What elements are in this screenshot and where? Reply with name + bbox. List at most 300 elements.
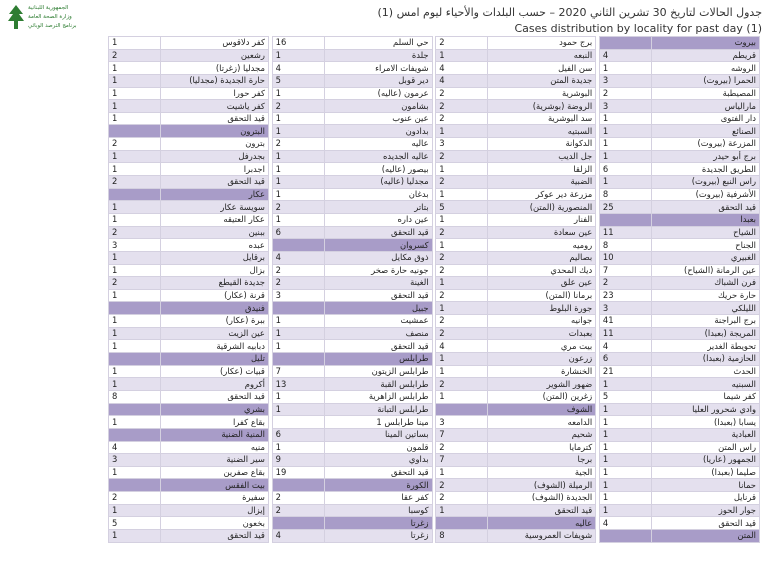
locality-name: المنصورية (المتن) — [488, 201, 596, 214]
locality-name: بقاع صفرين — [161, 466, 269, 479]
case-count: 1 — [109, 62, 161, 75]
table-row — [109, 327, 760, 340]
case-count: 16 — [272, 37, 324, 50]
table-row — [109, 176, 760, 189]
case-count: 2 — [436, 100, 488, 113]
locality-name: راس المتن — [651, 441, 759, 454]
title-english: Cases distribution by locality for past day (1) — [514, 22, 762, 35]
case-count — [109, 403, 161, 416]
locality-name: الجديدة (الشوف) — [488, 492, 596, 505]
case-count: 6 — [599, 353, 651, 366]
locality-name: الغبيري — [651, 251, 759, 264]
table-row — [109, 264, 760, 277]
region-header: المتن — [651, 529, 759, 542]
locality-name: جديدة المتن — [488, 74, 596, 87]
table-row — [109, 390, 760, 403]
locality-name: قيد التحقق — [161, 390, 269, 403]
locality-name: شحيم — [488, 428, 596, 441]
table-row — [109, 403, 760, 416]
case-count: 4 — [436, 74, 488, 87]
table-row — [109, 378, 760, 391]
locality-name: قرنايل — [651, 492, 759, 505]
table-row — [109, 302, 760, 315]
locality-name: كفر شيما — [651, 390, 759, 403]
locality-name: عين الزيت — [161, 327, 269, 340]
case-count: 1 — [599, 112, 651, 125]
locality-name: أكروم — [161, 378, 269, 391]
region-header: عكار — [161, 188, 269, 201]
case-count: 3 — [109, 239, 161, 252]
locality-name: منصف — [324, 327, 432, 340]
case-count: 1 — [109, 327, 161, 340]
table-row — [109, 504, 760, 517]
region-header: عاليه — [488, 517, 596, 530]
case-count: 10 — [599, 251, 651, 264]
locality-name: قيد التحقق — [488, 504, 596, 517]
case-count: 1 — [272, 87, 324, 100]
case-count: 1 — [436, 353, 488, 366]
locality-name: بجدرفل — [161, 150, 269, 163]
case-count: 1 — [272, 403, 324, 416]
locality-name: كفر دلاقوس — [161, 37, 269, 50]
locality-name: دير قوبل — [324, 74, 432, 87]
case-count: 1 — [272, 441, 324, 454]
case-count: 1 — [272, 188, 324, 201]
case-count — [109, 188, 161, 201]
case-count — [272, 416, 324, 429]
locality-name: المزرعة (بيروت) — [651, 138, 759, 151]
locality-name: قيد التحقق — [161, 112, 269, 125]
case-count: 6 — [272, 428, 324, 441]
case-count: 3 — [436, 416, 488, 429]
case-count: 4 — [272, 251, 324, 264]
case-count: 1 — [436, 504, 488, 517]
case-count: 1 — [599, 150, 651, 163]
region-header: كسروان — [324, 239, 432, 252]
table-row — [109, 315, 760, 328]
table-row — [109, 100, 760, 113]
table-row — [109, 353, 760, 366]
case-count: 4 — [109, 441, 161, 454]
locality-name: عين داره — [324, 213, 432, 226]
case-count: 2 — [272, 138, 324, 151]
case-count: 3 — [436, 138, 488, 151]
locality-name: الفنار — [488, 213, 596, 226]
case-count: 2 — [436, 378, 488, 391]
case-count: 1 — [272, 315, 324, 328]
locality-name: بدادون — [324, 125, 432, 138]
table-row — [109, 87, 760, 100]
locality-name: قبيات (عكار) — [161, 365, 269, 378]
table-row — [109, 365, 760, 378]
region-header: تليل — [161, 353, 269, 366]
locality-name: دبابيه الشرقية — [161, 340, 269, 353]
case-count: 1 — [436, 365, 488, 378]
locality-name: فرن الشباك — [651, 277, 759, 290]
case-count: 13 — [272, 378, 324, 391]
locality-name: عاليه — [324, 138, 432, 151]
case-count: 1 — [599, 441, 651, 454]
locality-name: دار الفتوى — [651, 112, 759, 125]
locality-name: عين عنوب — [324, 112, 432, 125]
locality-name: المصيطبة — [651, 87, 759, 100]
case-count: 5 — [272, 74, 324, 87]
case-count: 2 — [436, 315, 488, 328]
locality-name: منيه — [161, 441, 269, 454]
locality-name: مينا طرابلس 1 — [324, 416, 432, 429]
locality-name: ديك المحدي — [488, 264, 596, 277]
locality-name: رشعين — [161, 49, 269, 62]
case-count: 7 — [599, 264, 651, 277]
locality-name: عرمون (عاليه) — [324, 87, 432, 100]
table-row — [109, 163, 760, 176]
locality-name: بداوي — [324, 454, 432, 467]
locality-name: برج أبو حيدر — [651, 150, 759, 163]
case-count — [436, 403, 488, 416]
region-header: بشري — [161, 403, 269, 416]
locality-name: قيد التحقق — [651, 517, 759, 530]
case-count: 2 — [272, 492, 324, 505]
locality-name: حي السلم — [324, 37, 432, 50]
case-count: 2 — [272, 100, 324, 113]
table-row — [109, 492, 760, 505]
logo-line-2: وزارة الصحة العامة — [28, 14, 72, 20]
locality-name: بخعون — [161, 517, 269, 530]
case-count: 1 — [599, 466, 651, 479]
case-count: 2 — [599, 87, 651, 100]
region-header: المنية الضنية — [161, 428, 269, 441]
case-count: 2 — [272, 277, 324, 290]
case-count: 1 — [109, 378, 161, 391]
locality-name: قيد التحقق — [161, 529, 269, 542]
table-row — [109, 150, 760, 163]
case-count: 6 — [599, 163, 651, 176]
locality-name: جلدة — [324, 49, 432, 62]
case-count: 19 — [272, 466, 324, 479]
locality-name: روميه — [488, 239, 596, 252]
case-count: 5 — [436, 201, 488, 214]
case-count — [109, 479, 161, 492]
case-count: 1 — [599, 416, 651, 429]
case-count: 1 — [109, 340, 161, 353]
case-count: 7 — [272, 365, 324, 378]
case-count: 1 — [109, 529, 161, 542]
case-count: 1 — [599, 378, 651, 391]
case-count: 41 — [599, 315, 651, 328]
case-count — [272, 353, 324, 366]
case-count: 4 — [272, 529, 324, 542]
table-row — [109, 454, 760, 467]
locality-name: الجمهور (عاريا) — [651, 454, 759, 467]
case-count: 2 — [436, 251, 488, 264]
case-count: 1 — [436, 49, 488, 62]
case-count: 2 — [436, 37, 488, 50]
locality-name: برج البراجنة — [651, 315, 759, 328]
locality-name: شويفات الامراء — [324, 62, 432, 75]
case-count: 11 — [599, 226, 651, 239]
case-count — [599, 213, 651, 226]
locality-name: شويفات العمروسية — [488, 529, 596, 542]
locality-name: راس النبع (بيروت) — [651, 176, 759, 189]
region-header: طرابلس — [324, 353, 432, 366]
case-count: 1 — [109, 264, 161, 277]
table-row — [109, 138, 760, 151]
case-count: 2 — [436, 176, 488, 189]
case-count: 1 — [272, 327, 324, 340]
case-count — [599, 529, 651, 542]
locality-name: طرابلس الزاهرية — [324, 390, 432, 403]
locality-name: الحازمية (بعبدا) — [651, 353, 759, 366]
case-count: 4 — [599, 517, 651, 530]
case-count: 1 — [109, 416, 161, 429]
case-count: 11 — [599, 327, 651, 340]
table-row — [109, 49, 760, 62]
locality-name: عين سعادة — [488, 226, 596, 239]
case-count: 1 — [109, 466, 161, 479]
locality-name: برجا — [488, 454, 596, 467]
logo-line-1: الجمهورية اللبنانية — [28, 5, 69, 11]
locality-name: سويسة عكار — [161, 201, 269, 214]
case-count: 4 — [436, 340, 488, 353]
case-count: 1 — [272, 49, 324, 62]
case-count: 4 — [272, 62, 324, 75]
locality-name: البوشرية — [488, 87, 596, 100]
case-count: 1 — [599, 403, 651, 416]
case-count — [272, 302, 324, 315]
case-count — [109, 353, 161, 366]
locality-name: الروضة (بوشرية) — [488, 100, 596, 113]
table-row — [109, 37, 760, 50]
case-count: 23 — [599, 289, 651, 302]
locality-name: تحويطة الغدير — [651, 340, 759, 353]
table-row — [109, 74, 760, 87]
case-count: 5 — [599, 390, 651, 403]
locality-name: مجدليا (عاليه) — [324, 176, 432, 189]
table-row — [109, 239, 760, 252]
case-count: 1 — [599, 504, 651, 517]
locality-name: مزرعة دير عوكر — [488, 188, 596, 201]
case-count: 1 — [599, 138, 651, 151]
case-count: 3 — [272, 289, 324, 302]
locality-name: قيد التحقق — [324, 226, 432, 239]
locality-name: عبده — [161, 239, 269, 252]
case-count: 2 — [436, 492, 488, 505]
case-count: 8 — [599, 239, 651, 252]
locality-name: الحمرا (بيروت) — [651, 74, 759, 87]
case-count: 1 — [109, 74, 161, 87]
locality-name: مجدليا (زغرتا) — [161, 62, 269, 75]
locality-name: الليلكي — [651, 302, 759, 315]
table-row — [109, 226, 760, 239]
case-count: 3 — [109, 454, 161, 467]
locality-name: بساتين المينا — [324, 428, 432, 441]
case-count: 1 — [272, 213, 324, 226]
locality-name: بعبدات — [488, 327, 596, 340]
locality-name: حمانا — [651, 479, 759, 492]
locality-name: الدكوانة — [488, 138, 596, 151]
locality-name: عين الرمانة (الشياح) — [651, 264, 759, 277]
locality-name: قيد التحقق — [161, 176, 269, 189]
cedar-emblem-icon — [6, 4, 26, 32]
locality-name: الجناح — [651, 239, 759, 252]
title-arabic: جدول الحالات لتاريخ 30 تشرين الثاني 2020 – حسب البلدات والأحياء ليوم امس (1) — [377, 6, 762, 19]
case-count — [109, 428, 161, 441]
case-count: 1 — [272, 125, 324, 138]
locality-name: الشياح — [651, 226, 759, 239]
locality-name: العبادية — [651, 428, 759, 441]
case-count: 1 — [436, 213, 488, 226]
locality-name: قيد التحقق — [651, 201, 759, 214]
locality-name: عين علق — [488, 277, 596, 290]
table-row — [109, 466, 760, 479]
case-count: 2 — [599, 277, 651, 290]
locality-name: زغرتا — [324, 529, 432, 542]
case-count: 1 — [109, 504, 161, 517]
case-count: 2 — [436, 479, 488, 492]
region-header: فنيدق — [161, 302, 269, 315]
locality-name: حارة الجديدة (مجدليا) — [161, 74, 269, 87]
case-count: 1 — [109, 87, 161, 100]
locality-name: كفر عقا — [324, 492, 432, 505]
locality-name: جديدة القيطع — [161, 277, 269, 290]
case-count: 1 — [272, 163, 324, 176]
case-count: 2 — [272, 201, 324, 214]
table-row — [109, 479, 760, 492]
case-count: 1 — [109, 289, 161, 302]
locality-name: الزلقا — [488, 163, 596, 176]
case-count: 2 — [436, 327, 488, 340]
case-count: 8 — [109, 390, 161, 403]
locality-name: ضهور الشوير — [488, 378, 596, 391]
region-header: الكورة — [324, 479, 432, 492]
locality-name: سن الفيل — [488, 62, 596, 75]
locality-name: صليما (بعبدا) — [651, 466, 759, 479]
case-count: 1 — [436, 188, 488, 201]
locality-name: ذوق مكايل — [324, 251, 432, 264]
case-count: 6 — [272, 226, 324, 239]
locality-name: بشامون — [324, 100, 432, 113]
case-count: 1 — [599, 454, 651, 467]
case-count: 2 — [109, 277, 161, 290]
table-row — [109, 213, 760, 226]
case-count: 1 — [436, 302, 488, 315]
region-header: بعبدا — [651, 213, 759, 226]
locality-name: عمشيت — [324, 315, 432, 328]
case-count: 1 — [272, 112, 324, 125]
case-count: 1 — [109, 365, 161, 378]
locality-name: جوار الحوز — [651, 504, 759, 517]
locality-name: عكار العتيقه — [161, 213, 269, 226]
case-count: 1 — [599, 479, 651, 492]
table-row — [109, 428, 760, 441]
locality-name: جل الديب — [488, 150, 596, 163]
case-count: 21 — [599, 365, 651, 378]
locality-name: برج حمود — [488, 37, 596, 50]
locality-name: الغينة — [324, 277, 432, 290]
case-count: 4 — [599, 49, 651, 62]
locality-name: بيت مري — [488, 340, 596, 353]
case-count: 1 — [436, 466, 488, 479]
case-count: 4 — [599, 340, 651, 353]
locality-name: قريطم — [651, 49, 759, 62]
case-count: 2 — [109, 226, 161, 239]
locality-name: الروشه — [651, 62, 759, 75]
locality-name: كترمايا — [488, 441, 596, 454]
case-count: 1 — [436, 239, 488, 252]
case-count: 2 — [436, 150, 488, 163]
table-row — [109, 201, 760, 214]
table-row — [109, 251, 760, 264]
case-count: 1 — [436, 125, 488, 138]
locality-name: سفيرة — [161, 492, 269, 505]
locality-name: السبنيه — [651, 378, 759, 391]
locality-name: ببرة (عكار) — [161, 315, 269, 328]
locality-name: زرعون — [488, 353, 596, 366]
case-count: 2 — [436, 289, 488, 302]
case-count: 8 — [436, 529, 488, 542]
table-row — [109, 416, 760, 429]
locality-name: كفر حورا — [161, 87, 269, 100]
locality-name: بيصور (عاليه) — [324, 163, 432, 176]
region-header: الشوف — [488, 403, 596, 416]
table-row — [109, 125, 760, 138]
case-count — [272, 517, 324, 530]
logo-line-3: برنامج الترصد الوبائي — [28, 23, 77, 29]
case-count: 2 — [436, 441, 488, 454]
cases-table-container — [108, 36, 760, 543]
locality-name: جورة البلوط — [488, 302, 596, 315]
locality-name: وادي شحرور العليا — [651, 403, 759, 416]
locality-name: السبتيه — [488, 125, 596, 138]
ministry-logo — [6, 2, 76, 38]
locality-name: إيزال — [161, 504, 269, 517]
locality-name: زغرين (المتن) — [488, 390, 596, 403]
case-count — [109, 125, 161, 138]
case-count: 2 — [109, 138, 161, 151]
locality-name: اجدبرا — [161, 163, 269, 176]
locality-name: بقاع كفرا — [161, 416, 269, 429]
case-count: 1 — [599, 492, 651, 505]
locality-name: قرنة (عكار) — [161, 289, 269, 302]
case-count — [436, 517, 488, 530]
case-count — [599, 37, 651, 50]
case-count: 1 — [109, 213, 161, 226]
case-count — [109, 302, 161, 315]
case-count: 1 — [599, 428, 651, 441]
locality-name: الحدث — [651, 365, 759, 378]
locality-name: عاليه الجديده — [324, 150, 432, 163]
locality-name: برمانا (المتن) — [488, 289, 596, 302]
case-count: 2 — [109, 176, 161, 189]
case-count: 9 — [272, 454, 324, 467]
locality-name: طرابلس القبة — [324, 378, 432, 391]
case-count: 1 — [272, 176, 324, 189]
case-count: 2 — [436, 264, 488, 277]
case-count: 1 — [599, 176, 651, 189]
locality-name: الدامعه — [488, 416, 596, 429]
case-count: 1 — [109, 163, 161, 176]
table-row — [109, 289, 760, 302]
locality-name: قيد التحقق — [324, 340, 432, 353]
locality-name: بصاليم — [488, 251, 596, 264]
locality-name: جوانيه — [488, 315, 596, 328]
locality-name: النبعه — [488, 49, 596, 62]
locality-name: يسابا (بعبدا) — [651, 416, 759, 429]
case-count: 25 — [599, 201, 651, 214]
locality-name: حارة حريك — [651, 289, 759, 302]
case-count: 1 — [436, 390, 488, 403]
case-count: 3 — [599, 100, 651, 113]
